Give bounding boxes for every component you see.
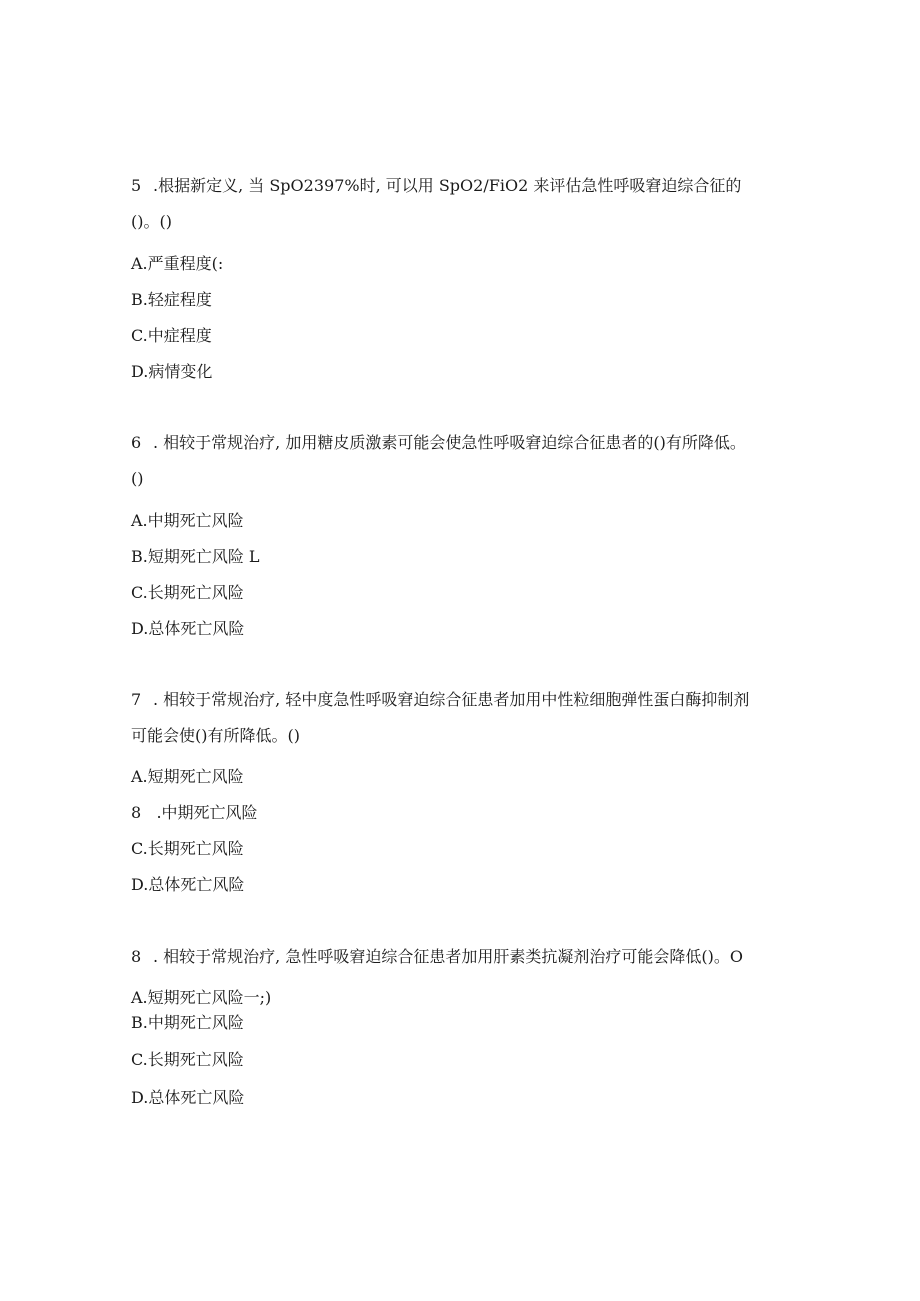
question-number: 8 [131, 947, 142, 966]
question-5-stem [131, 175, 741, 197]
question-7-option-d: D.总体死亡风险 [131, 875, 245, 894]
question-number: 5 [131, 176, 142, 195]
question-stem-text: . 相较于常规治疗, 轻中度急性呼吸窘迫综合征患者加用中性粒细胞弹性蛋白酶抑制剂 [153, 690, 750, 709]
question-number: 7 [131, 690, 142, 709]
question-5-option-a: A.严重程度(: [131, 254, 224, 273]
question-7-stem-continued: 可能会使()有所降低。() [131, 726, 300, 745]
question-stem-text: . 相较于常规治疗, 急性呼吸窘迫综合征患者加用肝素类抗凝剂治疗可能会降低()。O [153, 947, 743, 966]
question-stem-text: .根据新定义, 当 SpO2397%时, 可以用 SpO2/FiO2 来评估急性呼吸窘迫综合征的 [153, 176, 742, 195]
question-6-stem [131, 432, 746, 454]
question-6-stem-continued: () [131, 469, 144, 488]
question-7-stem [131, 689, 749, 711]
question-6-option-b: B.短期死亡风险 L [131, 547, 260, 566]
question-8-option-b: B.中期死亡风险 [131, 1013, 244, 1032]
question-5-stem-continued: ()。() [131, 212, 172, 231]
question-6-option-a: A.中期死亡风险 [131, 511, 244, 530]
question-6-option-d: D.总体死亡风险 [131, 619, 245, 638]
question-number: 6 [131, 433, 142, 452]
question-7-option-a: A.短期死亡风险 [131, 767, 244, 786]
question-stem-text: . 相较于常规治疗, 加用糖皮质激素可能会使急性呼吸窘迫综合征患者的()有所降低。 [153, 433, 746, 452]
question-5-option-c: C.中症程度 [131, 326, 212, 345]
question-5-option-b: B.轻症程度 [131, 290, 212, 309]
question-8-option-d: D.总体死亡风险 [131, 1088, 245, 1107]
question-6-option-c: C.长期死亡风险 [131, 583, 244, 602]
question-8-stem [131, 946, 743, 968]
question-7-option-b: 8 .中期死亡风险 [131, 803, 258, 822]
question-5-option-d: D.病情变化 [131, 362, 213, 381]
question-8-option-c: C.长期死亡风险 [131, 1050, 244, 1069]
question-7-option-c: C.长期死亡风险 [131, 839, 244, 858]
question-8-option-a: A.短期死亡风险一;) [131, 988, 272, 1007]
